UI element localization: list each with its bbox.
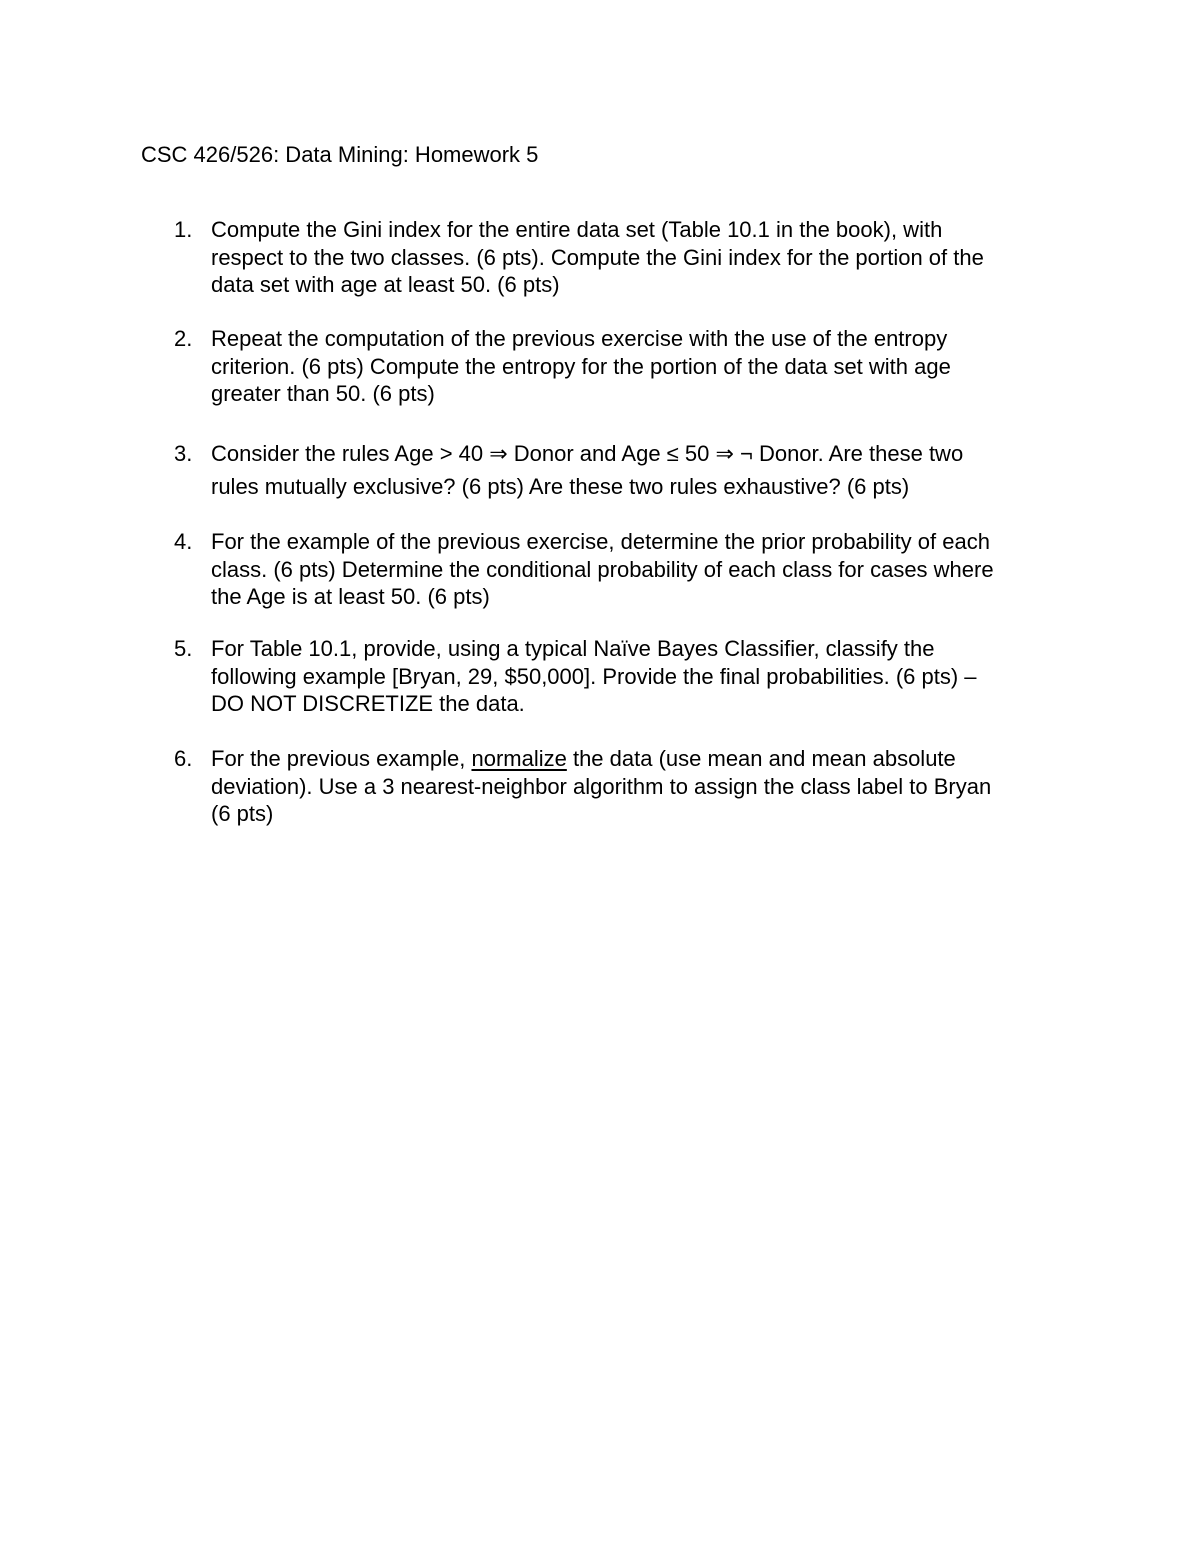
question-item-4 — [174, 528, 1074, 611]
question-text-segment: For the previous example, — [211, 746, 472, 771]
question-number: 2. — [174, 326, 193, 351]
question-line: the Age is at least 50. (6 pts) — [211, 584, 490, 609]
question-line: Consider the rules Age > 40 ⇒ Donor and Age ≤ 50 ⇒ ¬ Donor. Are these two — [211, 441, 964, 466]
question-line: following example [Bryan, 29, $50,000]. Provide the final probabilities. (6 pts) – — [211, 663, 977, 689]
question-line: DO NOT DISCRETIZE the data. — [211, 691, 525, 716]
question-line: class. (6 pts) Determine the conditional probability of each class for cases where — [211, 556, 994, 582]
question-line: criterion. (6 pts) Compute the entropy for the portion of the data set with age — [211, 353, 951, 379]
question-number: 1. — [174, 217, 193, 242]
question-number: 4. — [174, 529, 193, 554]
question-line: Compute the Gini index for the entire data set (Table 10.1 in the book), with — [211, 217, 943, 242]
question-item-5 — [174, 635, 1074, 718]
question-line — [211, 745, 1071, 773]
question-text — [211, 745, 1071, 828]
question-line: For Table 10.1, provide, using a typical Naïve Bayes Classifier, classify the — [211, 636, 935, 661]
question-item-6 — [174, 745, 1074, 828]
question-line: (6 pts) — [211, 801, 274, 826]
question-line: Repeat the computation of the previous exercise with the use of the entropy — [211, 326, 948, 351]
question-text-segment: the data (use mean and mean absolute — [566, 746, 956, 771]
question-line: greater than 50. (6 pts) — [211, 381, 435, 406]
question-text — [211, 528, 1071, 611]
question-number: 6. — [174, 746, 193, 771]
question-line: respect to the two classes. (6 pts). Compute the Gini index for the portion of the — [211, 244, 984, 270]
question-line: data set with age at least 50. (6 pts) — [211, 272, 560, 297]
question-item-3 — [174, 440, 1074, 500]
question-line: rules mutually exclusive? (6 pts) Are these two rules exhaustive? (6 pts) — [211, 473, 910, 499]
question-text — [211, 635, 1071, 718]
underlined-term: normalize — [471, 746, 567, 771]
question-item-2 — [174, 325, 1074, 408]
question-item-1 — [174, 216, 1074, 299]
question-text — [211, 216, 1071, 299]
question-text — [211, 325, 1071, 408]
question-text — [211, 440, 1071, 500]
page-title: CSC 426/526: Data Mining: Homework 5 — [141, 142, 539, 167]
question-line: For the example of the previous exercise, determine the prior probability of each — [211, 529, 990, 554]
question-number: 3. — [174, 441, 193, 466]
question-line: deviation). Use a 3 nearest-neighbor algorithm to assign the class label to Bryan — [211, 773, 992, 799]
question-number: 5. — [174, 636, 193, 661]
